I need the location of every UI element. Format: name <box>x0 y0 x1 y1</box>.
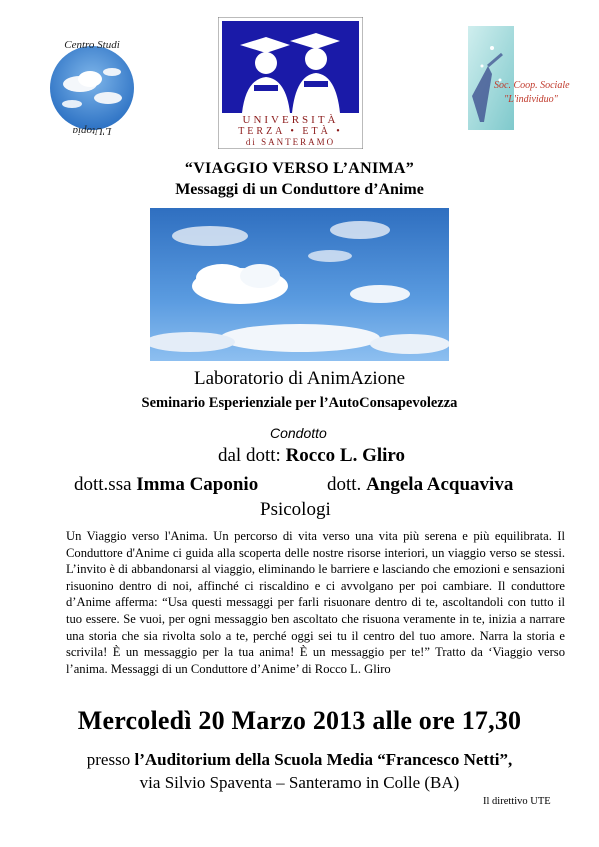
main-conductor-name: Rocco L. Gliro <box>285 445 405 466</box>
lab-title: Laboratorio di AnimAzione <box>193 368 406 389</box>
logo-center-line3: di SANTERAMO <box>245 137 336 147</box>
event-venue <box>0 750 599 770</box>
psychologist-right-prefix: dott. <box>327 474 367 495</box>
svg-text:L'Utopia: L'Utopia <box>72 125 112 137</box>
event-address: via Silvio Spaventa – Santeramo in Colle (BA) <box>139 773 460 792</box>
venue-prefix: presso <box>86 750 135 769</box>
main-conductor-prefix: dal dott: <box>218 445 286 466</box>
signature: Il direttivo UTE <box>483 796 551 807</box>
universita-terza-eta-logo <box>218 17 363 149</box>
svg-text:Centro Studi: Centro Studi <box>64 39 120 51</box>
main-conductor <box>218 445 405 467</box>
event-subtitle: Messaggi di un Conduttore d’Anime <box>175 181 424 198</box>
centro-studi-logo <box>40 34 144 138</box>
psychologist-right <box>327 474 513 496</box>
coop-logo-line2: "L'individuo" <box>504 94 558 105</box>
coop-sociale-logo <box>462 26 570 136</box>
event-title: “VIAGGIO VERSO L’ANIMA” <box>184 160 415 177</box>
psychologist-left-name: Imma Caponio <box>136 474 259 495</box>
logo-center-line2: TERZA • ETÀ • <box>238 126 343 137</box>
event-date: Mercoledì 20 Marzo 2013 alle ore 17,30 <box>77 706 522 735</box>
condotto-label: Condotto <box>270 425 327 441</box>
logo-center-line1: UNIVERSITÀ <box>242 114 339 126</box>
sky-clouds-photo <box>150 208 449 361</box>
psychologist-left <box>74 474 258 496</box>
psychologist-left-prefix: dott.ssa <box>74 474 137 495</box>
description-paragraph: Un Viaggio verso l'Anima. Un percorso di vita verso una vita più serena e più equilibrata. Il Conduttore d'Anime ci guida alla scoperta delle nostre risorse interiori, un viaggio verso se stessi. L’invito è di abbandonarsi al viaggio, eliminando le barriere e lasciando che emozioni e sensazioni risuonino dentro di noi, affinché ci riscaldino e ci avvolgano per poi cambiare. Il conduttore d’Anime afferma: “Usa questi messaggi per farli risuonare dentro di te, ascoltandoli con tutto il tuo essere. Se vuoi, per ogni messaggio ben ascoltato che risuona veramente in te, inizia a narrare una storia che sia rivolta solo a te, perché oggi sei tu il centro del tuo amore. Narra la storia e scrivila! È un messaggio per la tua anima! È un messaggio per te!” Tratto da ‘Viaggio verso l’anima. Messaggi di un Conduttore d’Anime’ di Rocco L. Gliro <box>66 529 565 676</box>
venue-name: l’Auditorium della Scuola Media “Francesco Netti”, <box>134 750 513 769</box>
role-label: Psicologi <box>260 499 331 520</box>
psychologist-right-name: Angela Acquaviva <box>366 474 514 495</box>
lab-subtitle: Seminario Esperienziale per l’AutoConsapevolezza <box>141 395 458 411</box>
coop-logo-line1: Soc. Coop. Sociale <box>494 80 570 91</box>
